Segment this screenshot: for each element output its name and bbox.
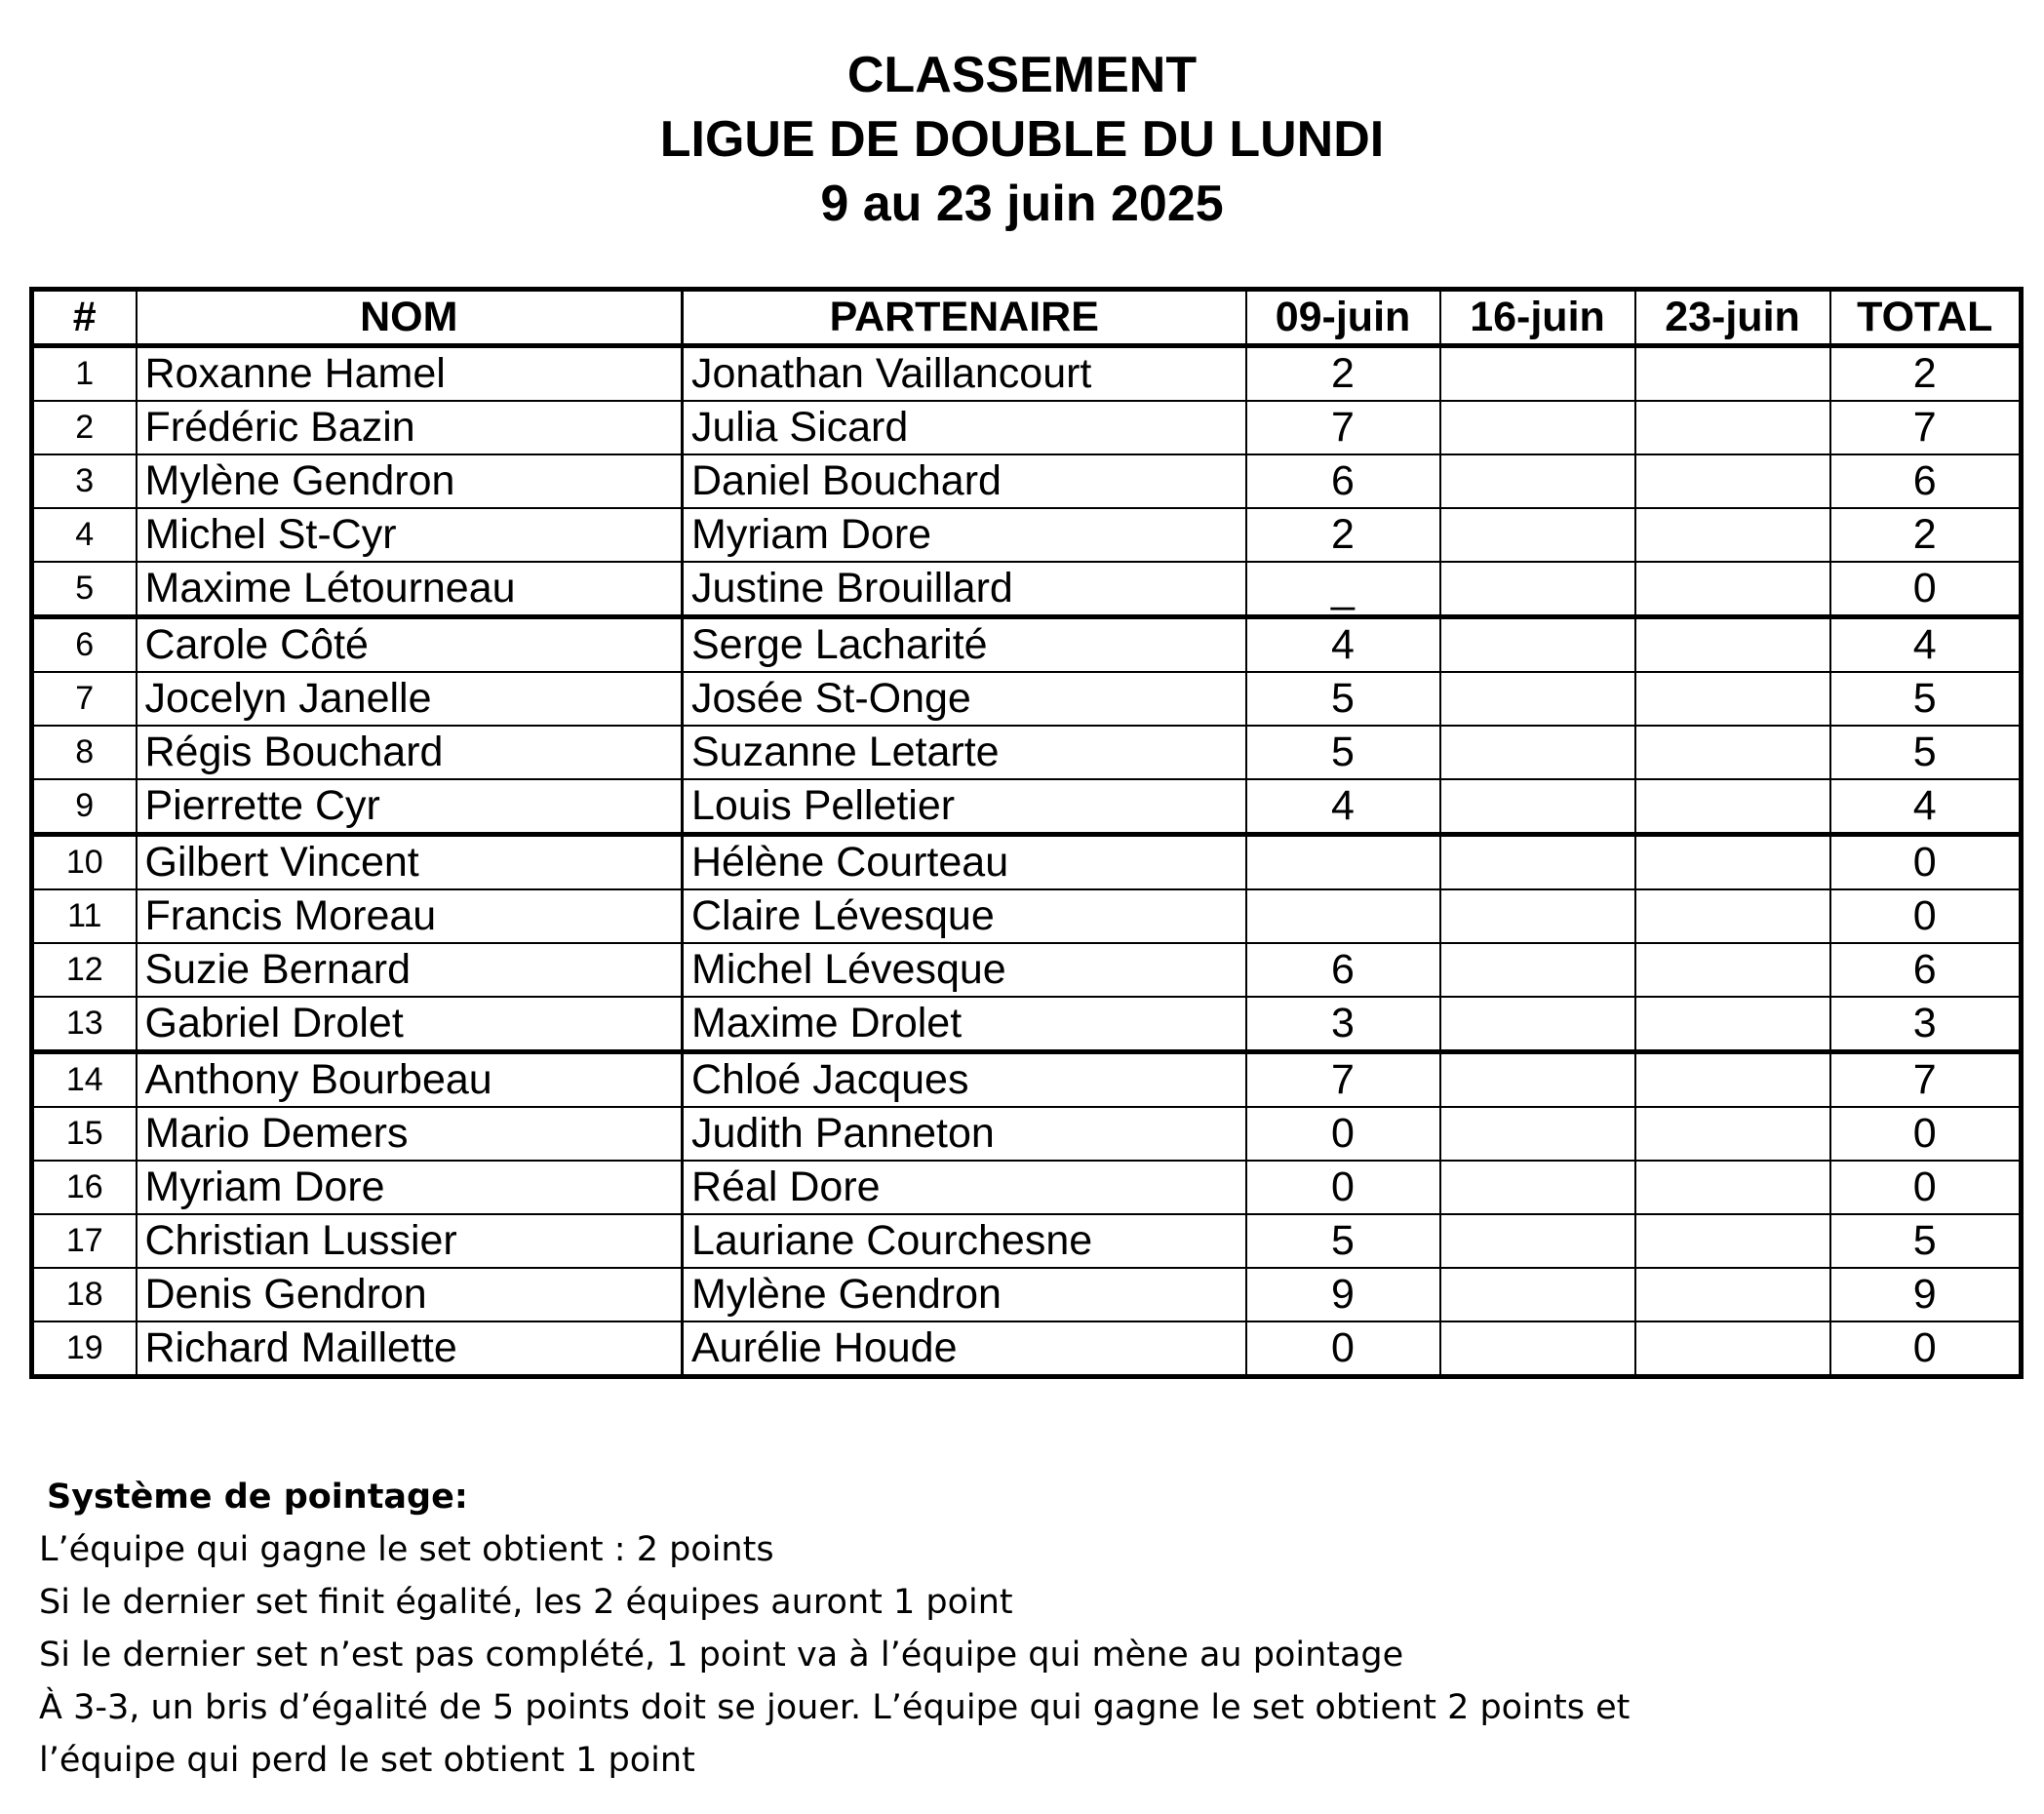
week3-cell [1635,1161,1830,1214]
week3-cell [1635,508,1830,562]
partner-cell: Suzanne Letarte [683,726,1246,779]
partner-cell: Aurélie Houde [683,1321,1246,1377]
name-cell: Richard Maillette [137,1321,683,1377]
week2-cell [1440,562,1635,617]
total-cell: 0 [1830,562,2022,617]
title-line-1: CLASSEMENT [846,47,1198,103]
week3-cell [1635,346,1830,402]
partner-cell: Lauriane Courchesne [683,1214,1246,1268]
table-row [32,672,2022,726]
table-row [32,726,2022,779]
rank-cell: 9 [32,779,137,835]
table-row [32,508,2022,562]
table-row [32,562,2022,617]
week1-cell: 7 [1246,401,1440,454]
document-title [0,43,2044,236]
week2-cell [1440,835,1635,890]
partner-cell: Daniel Bouchard [683,454,1246,508]
table-row [32,835,2022,890]
rank-cell: 6 [32,617,137,673]
partner-cell: Judith Panneton [683,1107,1246,1161]
rank-cell: 14 [32,1052,137,1108]
week1-cell: 9 [1246,1268,1440,1321]
total-cell: 9 [1830,1268,2022,1321]
partner-cell: Serge Lacharité [683,617,1246,673]
total-cell: 5 [1830,1214,2022,1268]
week2-cell [1440,401,1635,454]
partner-cell: Maxime Drolet [683,997,1246,1052]
week2-cell [1440,617,1635,673]
partner-cell: Jonathan Vaillancourt [683,346,1246,402]
table-row [32,454,2022,508]
week1-cell: 6 [1246,943,1440,997]
week1-cell: 6 [1246,454,1440,508]
rank-cell: 15 [32,1107,137,1161]
partner-cell: Julia Sicard [683,401,1246,454]
rank-cell: 7 [32,672,137,726]
total-cell: 7 [1830,1052,2022,1108]
week2-cell [1440,454,1635,508]
name-cell: Denis Gendron [137,1268,683,1321]
name-cell: Francis Moreau [137,889,683,943]
name-cell: Michel St-Cyr [137,508,683,562]
total-cell: 0 [1830,1107,2022,1161]
total-cell: 0 [1830,889,2022,943]
week3-cell [1635,779,1830,835]
name-cell: Myriam Dore [137,1161,683,1214]
total-cell: 0 [1830,1161,2022,1214]
week3-cell [1635,454,1830,508]
scoring-title: Système de pointage: [47,1478,468,1517]
rank-cell: 10 [32,835,137,890]
week2-cell [1440,1052,1635,1108]
week1-cell: 5 [1246,726,1440,779]
week3-cell [1635,617,1830,673]
scoring-line: À 3-3, un bris d’égalité de 5 points doit se jouer. L’équipe qui gagne le set obtient 2 points et [39,1688,1631,1727]
table-header [32,290,2022,346]
week1-cell: 2 [1246,508,1440,562]
week1-header: 09-juin [1246,290,1440,346]
partner-cell: Claire Lévesque [683,889,1246,943]
title-line-3: 9 au 23 juin 2025 [820,176,1224,232]
week3-cell [1635,997,1830,1052]
week1-cell: 4 [1246,617,1440,673]
table-row [32,1107,2022,1161]
week3-cell [1635,1214,1830,1268]
partner-header: PARTENAIRE [683,290,1246,346]
total-header: TOTAL [1830,290,2022,346]
week2-cell [1440,726,1635,779]
table-row [32,1214,2022,1268]
week3-header: 23-juin [1635,290,1830,346]
scoring-line: Si le dernier set n’est pas complété, 1 point va à l’équipe qui mène au pointage [39,1636,1404,1675]
week1-cell [1246,835,1440,890]
week3-cell [1635,1321,1830,1377]
name-cell: Gabriel Drolet [137,997,683,1052]
name-cell: Maxime Létourneau [137,562,683,617]
name-cell: Jocelyn Janelle [137,672,683,726]
week1-cell: 5 [1246,672,1440,726]
week2-cell [1440,1214,1635,1268]
rank-cell: 8 [32,726,137,779]
week2-cell [1440,1321,1635,1377]
week2-cell [1440,779,1635,835]
week2-cell [1440,346,1635,402]
table-row [32,1161,2022,1214]
partner-cell: Chloé Jacques [683,1052,1246,1108]
table-row [32,779,2022,835]
partner-cell: Josée St-Onge [683,672,1246,726]
partner-cell: Hélène Courteau [683,835,1246,890]
name-cell: Roxanne Hamel [137,346,683,402]
rank-cell: 18 [32,1268,137,1321]
week3-cell [1635,726,1830,779]
name-cell: Mylène Gendron [137,454,683,508]
name-header: NOM [137,290,683,346]
week1-cell: 0 [1246,1321,1440,1377]
total-cell: 3 [1830,997,2022,1052]
partner-cell: Mylène Gendron [683,1268,1246,1321]
week1-cell: 4 [1246,779,1440,835]
total-cell: 7 [1830,401,2022,454]
week2-cell [1440,672,1635,726]
week1-cell: 0 [1246,1107,1440,1161]
rank-cell: 2 [32,401,137,454]
total-cell: 2 [1830,346,2022,402]
week1-cell [1246,889,1440,943]
scoring-line: L’équipe qui gagne le set obtient : 2 points [39,1530,774,1569]
partner-cell: Réal Dore [683,1161,1246,1214]
table-row [32,346,2022,402]
scoring-line: l’équipe qui perd le set obtient 1 point [39,1741,695,1780]
ranking-table [29,287,2024,1379]
week3-cell [1635,1107,1830,1161]
name-cell: Carole Côté [137,617,683,673]
partner-cell: Louis Pelletier [683,779,1246,835]
rank-cell: 13 [32,997,137,1052]
name-cell: Régis Bouchard [137,726,683,779]
title-line-2: LIGUE DE DOUBLE DU LUNDI [659,111,1385,168]
total-cell: 2 [1830,508,2022,562]
week1-cell: _ [1246,562,1440,617]
total-cell: 0 [1830,835,2022,890]
week1-cell: 3 [1246,997,1440,1052]
rank-cell: 19 [32,1321,137,1377]
week2-cell [1440,1161,1635,1214]
partner-cell: Michel Lévesque [683,943,1246,997]
name-cell: Pierrette Cyr [137,779,683,835]
scoring-lines [39,1523,1630,1787]
name-cell: Anthony Bourbeau [137,1052,683,1108]
table-row [32,1052,2022,1108]
week2-cell [1440,889,1635,943]
week2-cell [1440,508,1635,562]
week3-cell [1635,835,1830,890]
partner-cell: Myriam Dore [683,508,1246,562]
name-cell: Gilbert Vincent [137,835,683,890]
table-row [32,1321,2022,1377]
week1-cell: 0 [1246,1161,1440,1214]
total-cell: 5 [1830,726,2022,779]
total-cell: 6 [1830,454,2022,508]
table-row [32,997,2022,1052]
week2-cell [1440,943,1635,997]
rank-cell: 17 [32,1214,137,1268]
rank-cell: 16 [32,1161,137,1214]
week3-cell [1635,889,1830,943]
name-cell: Frédéric Bazin [137,401,683,454]
table-row [32,1268,2022,1321]
week3-cell [1635,943,1830,997]
rank-cell: 5 [32,562,137,617]
week3-cell [1635,562,1830,617]
partner-cell: Justine Brouillard [683,562,1246,617]
table-row [32,401,2022,454]
table-row [32,617,2022,673]
total-cell: 5 [1830,672,2022,726]
total-cell: 4 [1830,617,2022,673]
week2-cell [1440,997,1635,1052]
week3-cell [1635,401,1830,454]
total-cell: 0 [1830,1321,2022,1377]
name-cell: Christian Lussier [137,1214,683,1268]
week3-cell [1635,1268,1830,1321]
table-body [32,346,2022,1377]
week3-cell [1635,672,1830,726]
table-row [32,943,2022,997]
week2-cell [1440,1107,1635,1161]
total-cell: 6 [1830,943,2022,997]
week2-cell [1440,1268,1635,1321]
table-row [32,889,2022,943]
week1-cell: 7 [1246,1052,1440,1108]
header-row [32,290,2022,346]
rank-cell: 1 [32,346,137,402]
rank-cell: 12 [32,943,137,997]
name-cell: Suzie Bernard [137,943,683,997]
rank-cell: 11 [32,889,137,943]
week2-header: 16-juin [1440,290,1635,346]
scoring-system [39,1471,1630,1787]
scoring-line: Si le dernier set finit égalité, les 2 équipes auront 1 point [39,1583,1013,1622]
total-cell: 4 [1830,779,2022,835]
week3-cell [1635,1052,1830,1108]
rank-cell: 4 [32,508,137,562]
week1-cell: 2 [1246,346,1440,402]
name-cell: Mario Demers [137,1107,683,1161]
rank-cell: 3 [32,454,137,508]
week1-cell: 5 [1246,1214,1440,1268]
rank-header: # [32,290,137,346]
